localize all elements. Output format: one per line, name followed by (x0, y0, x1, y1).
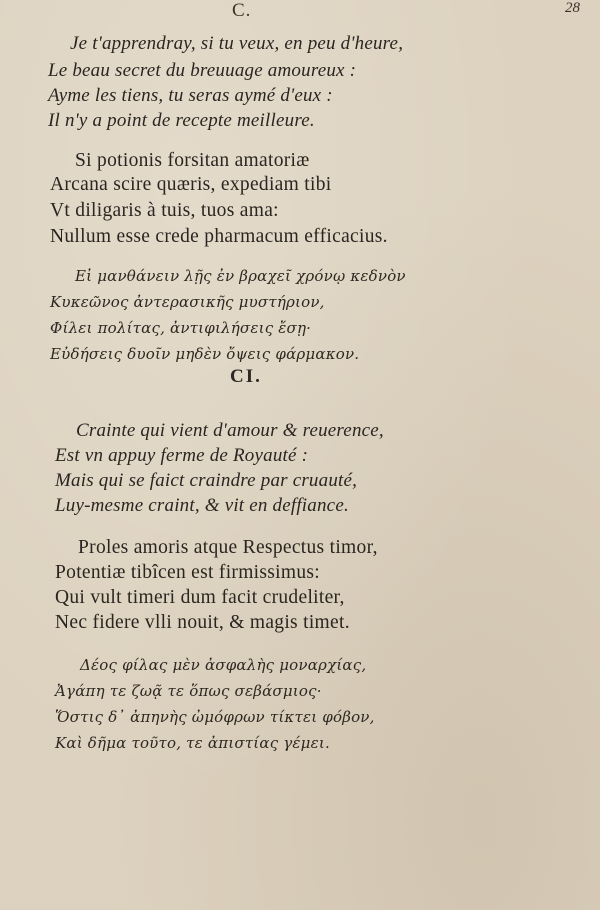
verse-line: Arcana scire quæris, expediam tibi (50, 174, 332, 195)
verse-line: Il n'y a point de recepte meilleure. (48, 110, 315, 131)
page-number: 28 (565, 0, 580, 16)
verse-line: Luy-mesme craint, & vit en deffiance. (55, 495, 349, 516)
verse-line: Crainte qui vient d'amour & reuerence, (76, 420, 384, 441)
verse-line: Δέος φίλας μὲν ἀσφαλὴς μοναρχίας, (80, 656, 367, 674)
verse-line: Φίλει πολίτας, ἀντιφιλήσεις ἔσῃ· (50, 319, 312, 337)
verse-line: Nullum esse crede pharmacum efficacius. (50, 226, 388, 247)
verse-line: Ayme les tiens, tu seras aymé d'eux : (48, 85, 333, 106)
verse-line: Est vn appuy ferme de Royauté : (55, 445, 309, 466)
verse-line: Εὐδήσεις δυοῖν μηδὲν ὄψεις φάρμακον. (50, 345, 360, 363)
epigram-number: CI. (230, 366, 262, 387)
verse-line: Qui vult timeri dum facit crudeliter, (55, 587, 345, 608)
verse-line: Καὶ δῆμα τοῦτο, τε ἀπιστίας γέμει. (55, 734, 330, 752)
verse-line: Ὅστις δ᾽ ἀπηνὴς ὠμόφρων τίκτει φόβον, (55, 708, 375, 726)
verse-line: Je t'apprendray, si tu veux, en peu d'heure, (70, 33, 404, 54)
verse-line: Nec fidere vlli nouit, & magis timet. (55, 612, 350, 633)
running-head: C. (232, 0, 252, 21)
verse-line: Mais qui se faict craindre par cruauté, (55, 470, 358, 491)
verse-line: Κυκεῶνος ἀντερασικῆς μυστήριον, (50, 293, 325, 311)
verse-line: Potentiæ tibîcen est firmissimus: (55, 562, 321, 583)
verse-line: Ἀγάπη τε ζωᾷ τε ὅπως σεβάσμιος· (55, 682, 322, 700)
verse-line: Le beau secret du breuuage amoureux : (48, 60, 357, 81)
verse-line: Proles amoris atque Respectus timor, (78, 537, 378, 558)
verse-line: Si potionis forsitan amatoriæ (75, 150, 310, 171)
verse-line: Vt diligaris à tuis, tuos ama: (50, 200, 279, 221)
verse-line: Εἰ μανθάνειν λῇς ἐν βραχεῖ χρόνῳ κεδνὸν (75, 267, 406, 285)
